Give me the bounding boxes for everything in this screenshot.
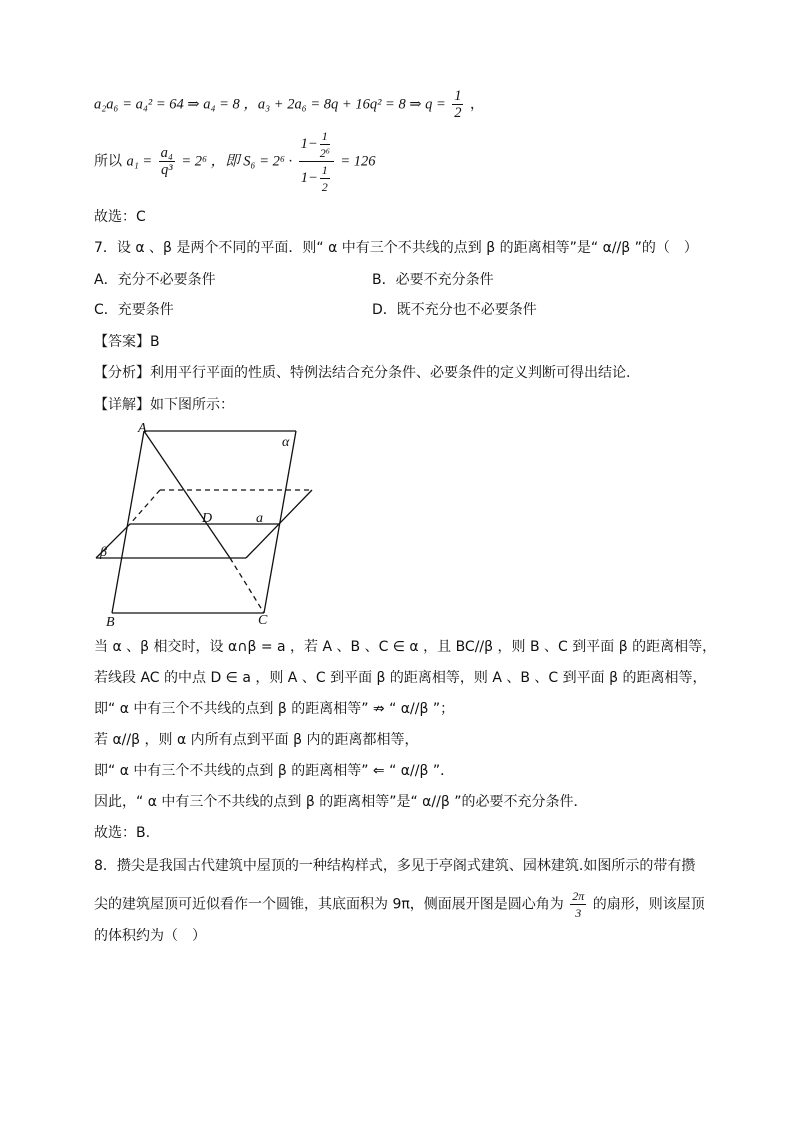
answer-tag: 【答案】 (94, 334, 150, 350)
label-alpha: α (282, 435, 290, 450)
fraction-a4-q3 (159, 145, 175, 178)
answer-prev: 故选：C (94, 209, 146, 225)
formula-a1: a₁ = (126, 153, 153, 170)
segment-ac-dashed (230, 558, 264, 613)
label-c-point: C (258, 613, 268, 628)
inner-num: 1 (321, 163, 328, 177)
q7-stem: 7．设 α 、β 是两个不同的平面．则“ α 中有三个不共线的点到 β 的距离相等”是“ α//β ”的（ ） (94, 240, 698, 256)
detail-line-6: 因此，“ α 中有三个不共线的点到 β 的距离相等”是“ α//β ”的必要不充分条件． (94, 794, 588, 810)
q8-line-1: 8．攒尖是我国古代建筑中屋顶的一种结构样式，多见于亭阁式建筑、园林建筑.如图所示的带有攒 (94, 858, 696, 874)
q7-option-a: A．充分不必要条件 (94, 272, 216, 288)
geometry-figure (90, 418, 330, 633)
q7-answer (94, 332, 160, 352)
formula-text: a₂a₆ = a₄² = 64 ⇒ a₄ = 8 ，a₃ + 2a₆ = 8q + 16q² = 8 ⇒ q = (94, 96, 446, 113)
numerator-prefix: 1− (300, 135, 318, 152)
fraction-numerator: 1 (454, 88, 462, 104)
q8-line2-prefix: 尖的建筑屋顶可近似看作一个圆锥，其底面积为 9π，侧面展开图是圆心角为 (94, 896, 564, 913)
big-fraction-denominator (299, 162, 334, 195)
fraction-denominator: 2 (454, 105, 462, 121)
inner-fraction-bottom (320, 162, 330, 195)
q7-option-b: B．必要不充分条件 (372, 272, 494, 288)
formula-tail: ， (469, 96, 484, 113)
detail-line-2: 若线段 AC 的中点 D ∈ a ，则 A 、C 到平面 β 的距离相等，则 A 、B 、C 到平面 β 的距离相等， (94, 670, 707, 686)
fraction-numerator: a₄ (160, 145, 173, 161)
q8-line2-tail: 的扇形，则该屋顶 (592, 896, 705, 913)
formula-mid: = 2⁶ ，即 S₆ = 2⁶ · (181, 153, 293, 170)
inner-fraction-top (320, 128, 330, 161)
inner-den: 2⁶ (319, 146, 330, 160)
formula-prefix: 所以 (94, 153, 122, 170)
analysis-text: 利用平行平面的性质、特例法结合充分条件、必要条件的定义判断可得出结论. (150, 365, 631, 381)
q7-option-d: D．既不充分也不必要条件 (372, 302, 537, 318)
detail-line-5: 即“ α 中有三个不共线的点到 β 的距离相等” ⇐ “ α//β ”． (94, 763, 455, 779)
label-a-line: a (256, 511, 263, 526)
detail-line-3: 即“ α 中有三个不共线的点到 β 的距离相等” ⇏ “ α//β ”； (94, 701, 455, 717)
beta-left-edge-dashed (130, 490, 160, 524)
detail-line-7: 故选：B. (94, 825, 151, 841)
formula-line-1 (94, 88, 484, 121)
label-a-point: A (138, 421, 147, 436)
q7-option-c: C．充要条件 (94, 302, 174, 318)
big-fraction-numerator (299, 128, 334, 162)
answer-value: B (150, 334, 160, 350)
formula-tail: = 126 (340, 153, 376, 170)
fraction-numerator: 2π (572, 889, 585, 903)
q8-line-2 (94, 888, 705, 921)
fraction-denominator: 3 (575, 906, 582, 920)
q8-line-3: 的体积约为（ ） (94, 928, 206, 944)
detail-line-1: 当 α 、β 相交时，设 α∩β = a ，若 A 、B 、C ∈ α ，且 BC//β ，则 B 、C 到平面 β 的距离相等， (94, 639, 717, 655)
fraction-q (452, 88, 463, 121)
inner-num: 1 (320, 128, 330, 145)
detail-text: 如下图所示： (150, 397, 234, 413)
analysis-tag: 【分析】 (94, 365, 150, 381)
label-d-point: D (202, 511, 213, 526)
alpha-right-edge (264, 431, 296, 613)
denominator-prefix: 1− (300, 169, 318, 186)
segment-ac-solid (144, 431, 230, 558)
alpha-left-edge (112, 431, 144, 613)
detail-tag: 【详解】 (94, 397, 150, 413)
formula-line-2 (94, 128, 375, 195)
inner-den: 2 (321, 180, 328, 194)
q7-detail (94, 395, 234, 415)
detail-line-4: 若 α//β ，则 α 内所有点到平面 β 内的距离都相等， (94, 732, 419, 748)
q7-analysis (94, 363, 630, 383)
fraction-sum (299, 128, 334, 195)
fraction-denominator: q³ (160, 162, 173, 178)
fraction-angle (570, 888, 586, 921)
label-b-point: B (106, 615, 115, 630)
label-beta: β (100, 545, 107, 560)
